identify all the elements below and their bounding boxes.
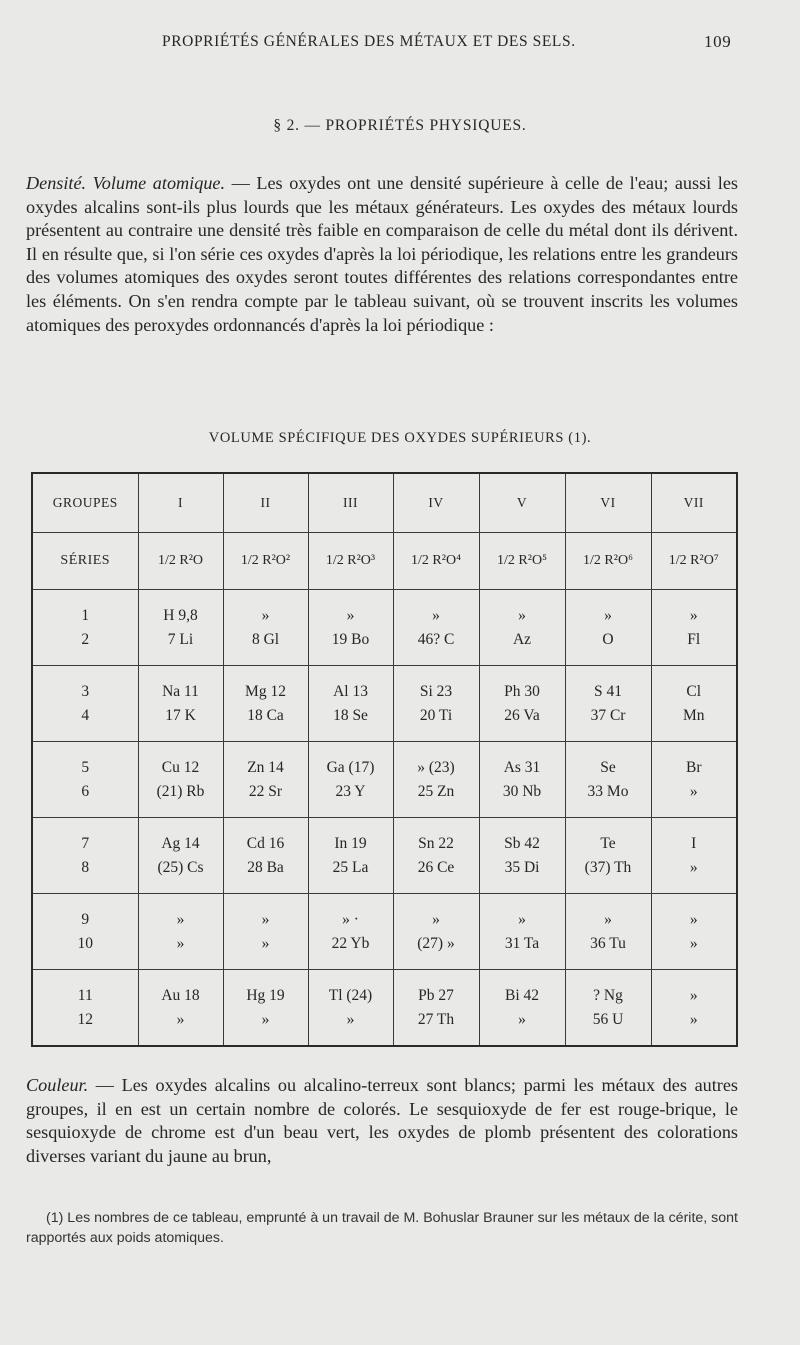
oxide-value: 35 Di xyxy=(504,858,540,876)
table-caption: VOLUME SPÉCIFIQUE DES OXYDES SUPÉRIEURS (1). xyxy=(208,430,592,446)
series-row xyxy=(32,590,737,666)
formula-cell: 1/2 R²O⁵ xyxy=(479,533,565,590)
groups-label: GROUPES xyxy=(32,473,138,533)
oxide-value: O xyxy=(602,630,614,648)
oxide-value: 18 Se xyxy=(333,706,368,724)
series-number: 3 xyxy=(81,682,90,700)
paragraph-lead: Couleur. xyxy=(26,1075,89,1095)
oxide-value: 26 Va xyxy=(504,706,540,724)
oxide-value: 46? C xyxy=(417,630,455,648)
oxide-cell xyxy=(393,666,479,742)
series-number: 12 xyxy=(77,1010,93,1028)
oxide-value: 33 Mo xyxy=(587,782,629,800)
oxide-value: » xyxy=(604,606,612,624)
series-row xyxy=(32,742,737,818)
group-header: III xyxy=(308,473,393,533)
oxide-value: » xyxy=(689,910,698,928)
group-header: IV xyxy=(393,473,479,533)
oxide-value: 28 Ba xyxy=(247,858,284,876)
series-number: 11 xyxy=(77,986,93,1004)
oxide-value: » xyxy=(176,910,185,928)
oxide-cell xyxy=(138,666,223,742)
oxide-value: 37 Cr xyxy=(590,706,626,724)
paragraph-body: — Les oxydes ont une densité supérieure à celle de l'eau; aussi les oxydes alcalins sont-ils plus lourds que les métaux générateurs. Les oxydes des métaux lourds présentent au contraire une densité très faible en comparaison de celle du métal dont ils dérivent. Il en résulte que, si l'on série ces oxydes d'après la loi périodique, les relations entre les grandeurs des volumes atomiques des oxydes seront toutes différentes des relations correspondantes entre les éléments. On s'en rendra compte par le tableau suivant, où se trouvent inscrits les volumes atomiques des peroxydes ordonnancés d'après la loi périodique : xyxy=(26,173,738,335)
oxide-value: (27) » xyxy=(417,934,455,952)
oxide-cell xyxy=(651,666,737,742)
oxide-value: 31 Ta xyxy=(504,934,540,952)
oxide-value: 7 Li xyxy=(167,630,194,648)
formula-cell: 1/2 R²O⁴ xyxy=(393,533,479,590)
series-number-cell xyxy=(32,894,138,970)
oxide-cell xyxy=(565,970,651,1047)
oxide-value: 22 Sr xyxy=(248,782,283,800)
formula-cell: 1/2 R²O⁷ xyxy=(651,533,737,590)
oxide-cell xyxy=(565,742,651,818)
oxide-cell xyxy=(138,818,223,894)
oxide-value: Na 11 xyxy=(162,682,199,700)
oxide-value: » xyxy=(518,910,526,928)
oxide-value: Ga (17) xyxy=(326,758,375,776)
series-number: 8 xyxy=(81,858,90,876)
oxide-value: » xyxy=(176,1010,185,1028)
oxide-cell xyxy=(138,742,223,818)
oxide-value: Au 18 xyxy=(161,986,200,1004)
oxide-value: » · xyxy=(342,910,359,928)
group-header: V xyxy=(479,473,565,533)
series-number-cell xyxy=(32,970,138,1047)
running-head xyxy=(0,33,800,57)
oxide-value: 19 Bo xyxy=(331,630,370,648)
oxide-value: 25 Zn xyxy=(417,782,455,800)
groups-header-row xyxy=(32,473,737,533)
oxide-value: Si 23 xyxy=(419,682,453,700)
series-number: 6 xyxy=(81,782,90,800)
oxide-value: 18 Ca xyxy=(247,706,284,724)
series-number: 4 xyxy=(81,706,90,724)
series-number: 7 xyxy=(81,834,90,852)
oxide-cell xyxy=(308,818,393,894)
oxide-cell xyxy=(223,970,308,1047)
oxide-value: (21) Rb xyxy=(156,782,205,800)
oxide-cell xyxy=(308,894,393,970)
oxide-value: Cu 12 xyxy=(161,758,200,776)
oxide-cell xyxy=(393,590,479,666)
oxide-cell xyxy=(651,970,737,1047)
oxide-cell xyxy=(308,970,393,1047)
oxide-value: » xyxy=(689,986,698,1004)
oxide-cell xyxy=(223,894,308,970)
formula-cell: 1/2 R²O³ xyxy=(308,533,393,590)
oxide-value: » xyxy=(689,858,698,876)
series-number: 9 xyxy=(81,910,90,928)
oxide-value: Sb 42 xyxy=(504,834,540,852)
series-number-cell xyxy=(32,666,138,742)
oxide-cell xyxy=(393,742,479,818)
running-title: PROPRIÉTÉS GÉNÉRALES DES MÉTAUX ET DES SELS. xyxy=(162,33,576,50)
oxide-value: ? Ng xyxy=(593,986,623,1004)
oxide-cell xyxy=(479,590,565,666)
oxide-cell xyxy=(393,970,479,1047)
oxide-value: Tl (24) xyxy=(328,986,373,1004)
series-label: SÉRIES xyxy=(32,533,138,590)
footnote: (1) Les nombres de ce tableau, emprunté à un travail de M. Bohuslar Brauner sur les métaux de la cérite, sont rapportés aux poids atomiques. xyxy=(26,1210,738,1246)
formula-cell: 1/2 R²O² xyxy=(223,533,308,590)
oxide-value: » xyxy=(689,606,698,624)
oxide-value: » xyxy=(689,782,698,800)
oxide-value: Mn xyxy=(682,706,705,724)
oxide-value: 8 Gl xyxy=(251,630,280,648)
series-number-cell xyxy=(32,818,138,894)
oxide-cell xyxy=(479,970,565,1047)
section-title: § 2. — PROPRIÉTÉS PHYSIQUES. xyxy=(273,117,527,134)
oxide-cell xyxy=(479,818,565,894)
oxide-value: 20 Ti xyxy=(419,706,453,724)
series-row xyxy=(32,894,737,970)
oxide-value: » (23) xyxy=(417,758,455,776)
oxide-cell xyxy=(651,818,737,894)
formula-cell: 1/2 R²O xyxy=(138,533,223,590)
group-header: I xyxy=(138,473,223,533)
oxide-value: 23 Y xyxy=(335,782,366,800)
oxide-value: S 41 xyxy=(594,682,622,700)
oxide-value: » xyxy=(518,606,526,624)
paragraph-color xyxy=(26,1074,738,1168)
oxide-value: Sn 22 xyxy=(418,834,454,852)
oxide-cell xyxy=(565,666,651,742)
oxide-value: Ph 30 xyxy=(504,682,540,700)
group-header: VII xyxy=(651,473,737,533)
series-number-cell xyxy=(32,590,138,666)
oxide-value: » xyxy=(176,934,185,952)
oxide-value: Ag 14 xyxy=(161,834,200,852)
oxide-value: Cd 16 xyxy=(246,834,285,852)
oxide-value: Fl xyxy=(687,630,701,648)
oxide-value: » xyxy=(261,934,270,952)
oxide-cell xyxy=(223,590,308,666)
formula-cell: 1/2 R²O⁶ xyxy=(565,533,651,590)
oxide-value: 17 K xyxy=(165,706,196,724)
oxide-value: H 9,8 xyxy=(163,606,198,624)
paragraph-lead: Densité. Volume atomique. xyxy=(26,173,226,193)
oxide-value: » xyxy=(518,1010,526,1028)
oxide-value: » xyxy=(432,606,440,624)
oxide-cell xyxy=(308,742,393,818)
oxide-value: » xyxy=(261,606,270,624)
formula-row xyxy=(32,533,737,590)
oxide-value: » xyxy=(346,606,355,624)
oxide-value: Hg 19 xyxy=(246,986,285,1004)
oxide-cell xyxy=(138,590,223,666)
oxide-cell xyxy=(651,590,737,666)
oxide-value: 25 La xyxy=(332,858,369,876)
oxide-value: Mg 12 xyxy=(245,682,286,700)
oxide-cell xyxy=(479,894,565,970)
oxide-value: 22 Yb xyxy=(331,934,370,952)
series-row xyxy=(32,666,737,742)
oxide-value: Az xyxy=(512,630,532,648)
oxide-value: In 19 xyxy=(334,834,367,852)
series-row xyxy=(32,970,737,1047)
oxide-volume-table xyxy=(31,472,738,1047)
oxide-value: 30 Nb xyxy=(502,782,542,800)
oxide-value: 56 U xyxy=(592,1010,624,1028)
oxide-cell xyxy=(565,590,651,666)
oxide-cell xyxy=(479,666,565,742)
oxide-cell xyxy=(651,742,737,818)
oxide-cell xyxy=(565,818,651,894)
oxide-value: 26 Ce xyxy=(417,858,455,876)
oxide-cell xyxy=(308,590,393,666)
group-header: II xyxy=(223,473,308,533)
series-number: 10 xyxy=(77,934,93,952)
oxide-value: » xyxy=(689,934,698,952)
oxide-cell xyxy=(393,894,479,970)
oxide-cell xyxy=(479,742,565,818)
oxide-cell xyxy=(393,818,479,894)
oxide-cell xyxy=(651,894,737,970)
series-number-cell xyxy=(32,742,138,818)
oxide-value: Bi 42 xyxy=(504,986,540,1004)
oxide-cell xyxy=(308,666,393,742)
paragraph-density xyxy=(26,172,738,337)
oxide-cell xyxy=(138,970,223,1047)
oxide-value: 27 Th xyxy=(417,1010,455,1028)
oxide-value: Cl xyxy=(686,682,702,700)
oxide-value: Al 13 xyxy=(333,682,368,700)
oxide-value: » xyxy=(604,910,612,928)
oxide-value: Zn 14 xyxy=(247,758,284,776)
oxide-value: Pb 27 xyxy=(418,986,454,1004)
paragraph-body: — Les oxydes alcalins ou alcalino-terreux sont blancs; parmi les métaux des autres groupes, il en est un certain nombre de colorés. Le sesquioxyde de fer est rouge-brique, le sesquioxyde de chrome est d'un beau vert, les oxydes de plomb présentent des colorations diverses variant du jaune au brun, xyxy=(26,1075,738,1166)
series-number: 2 xyxy=(81,630,90,648)
oxide-cell xyxy=(565,894,651,970)
oxide-value: Se xyxy=(600,758,616,776)
oxide-cell xyxy=(223,742,308,818)
series-row xyxy=(32,818,737,894)
oxide-value: » xyxy=(432,910,440,928)
oxide-cell xyxy=(138,894,223,970)
oxide-value: » xyxy=(346,1010,355,1028)
series-number: 5 xyxy=(81,758,90,776)
series-number: 1 xyxy=(81,606,90,624)
oxide-value: » xyxy=(261,910,270,928)
oxide-value: Te xyxy=(600,834,616,852)
oxide-value: As 31 xyxy=(503,758,541,776)
oxide-value: (25) Cs xyxy=(157,858,204,876)
oxide-value: » xyxy=(261,1010,270,1028)
oxide-cell xyxy=(223,666,308,742)
oxide-value: 36 Tu xyxy=(590,934,626,952)
oxide-value: » xyxy=(689,1010,698,1028)
group-header: VI xyxy=(565,473,651,533)
oxide-value: (37) Th xyxy=(584,858,632,876)
oxide-value: Br xyxy=(686,758,702,776)
oxide-value: I xyxy=(691,834,697,852)
page-number: 109 xyxy=(704,32,732,51)
oxide-cell xyxy=(223,818,308,894)
